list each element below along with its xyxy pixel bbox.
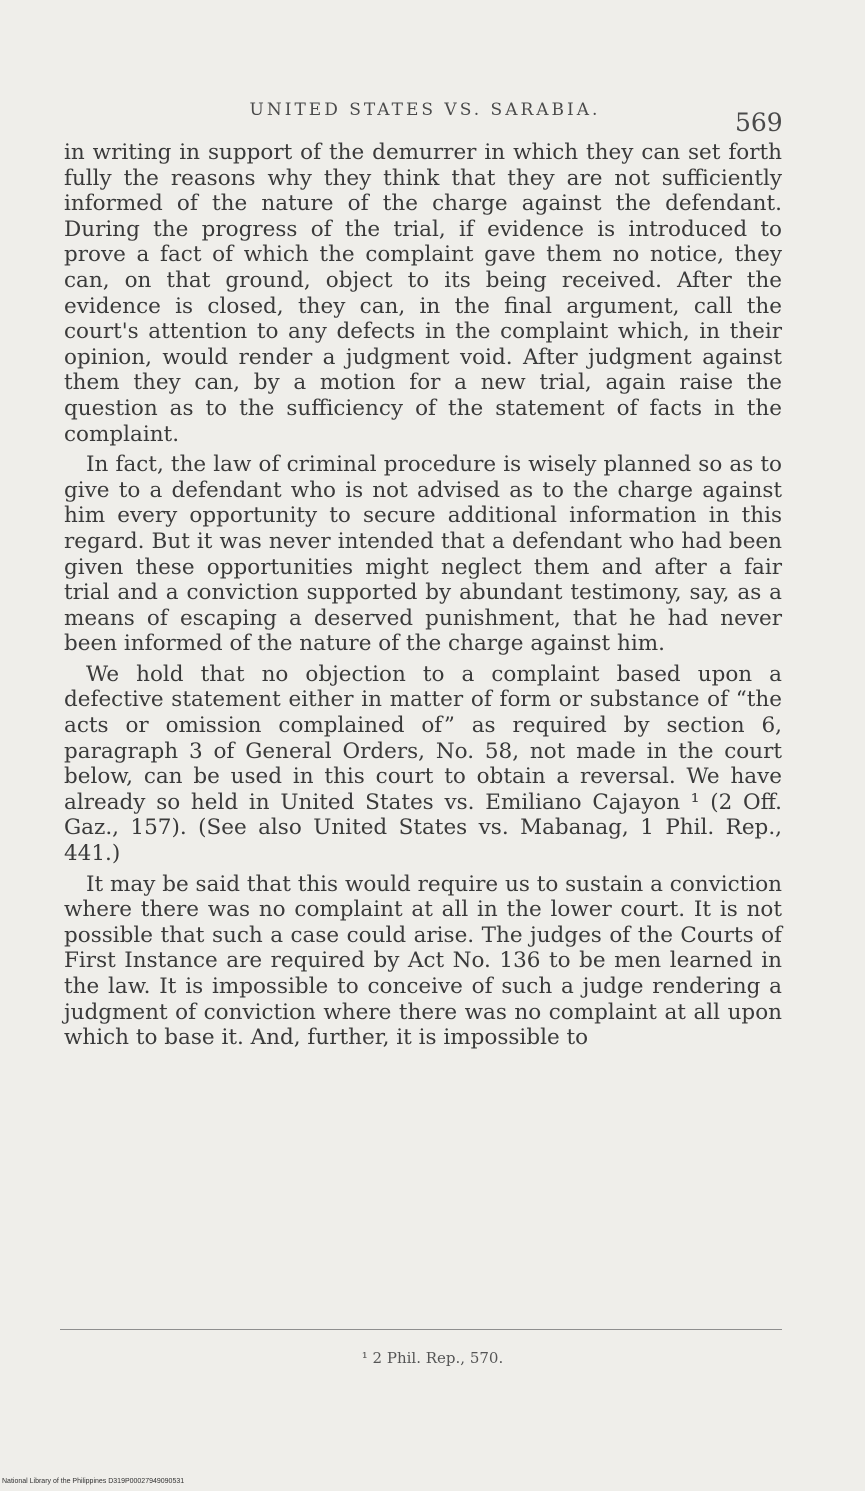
library-imprint: National Library of the Philippines D319P00027949090531: [2, 1478, 185, 1485]
paragraph-criminal-procedure: In fact, the law of criminal procedure is wisely planned so as to give to a defendant who is not advised as to the charge against him every opportunity to secure additional information in this regard. But it was never intended that a defendant who had been given these opportunities might neglect them and after a fair trial and a conviction supported by abundant testimony, say, as a means of escaping a deserved punishment, that he had never been informed of the nature of the charge against him.: [64, 452, 782, 657]
footnote: ¹ 2 Phil. Rep., 570.: [361, 1349, 504, 1367]
footnote-divider: [60, 1329, 782, 1330]
paragraph-holding: We hold that no objection to a complaint based upon a defective statement either in matter of form or substance of “the acts or omission complained of” as required by section 6, paragraph 3 of General Orders, No. 58, not made in the court below, can be used in this court to obtain a reversal. We have already so held in United States vs. Emiliano Cajayon ¹ (2 Off. Gaz., 157). (See also United States vs. Mabanag, 1 Phil. Rep., 441.): [64, 661, 782, 867]
running-title: UNITED STATES VS. SARABIA.: [249, 100, 601, 120]
paragraph-continuation: in writing in support of the demurrer in which they can set forth fully the reasons why they think that they are not sufficiently informed of the nature of the charge against the defendant. During the progress of the trial, if evidence is introduced to prove a fact of which the complaint gave them no notice, they can, on that ground, object to its being received. After the evidence is closed, they can, in the final argument, call the court's attention to any defects in the complaint which, in their opinion, would render a judgment void. After judgment against them they can, by a motion for a new trial, again raise the question as to the sufficiency of the statement of facts in the complaint.: [64, 140, 782, 447]
paragraph-no-complaint: It may be said that this would require us to sustain a conviction where there was no complaint at all in the lower court. It is not possible that such a case could arise. The judges of the Courts of First Instance are required by Act No. 136 to be men learned in the law. It is impossible to conceive of such a judge rendering a judgment of conviction where there was no complaint at all upon which to base it. And, further, it is impossible to: [64, 871, 782, 1051]
body-text: [64, 140, 782, 1051]
page-number: 569: [735, 108, 783, 137]
